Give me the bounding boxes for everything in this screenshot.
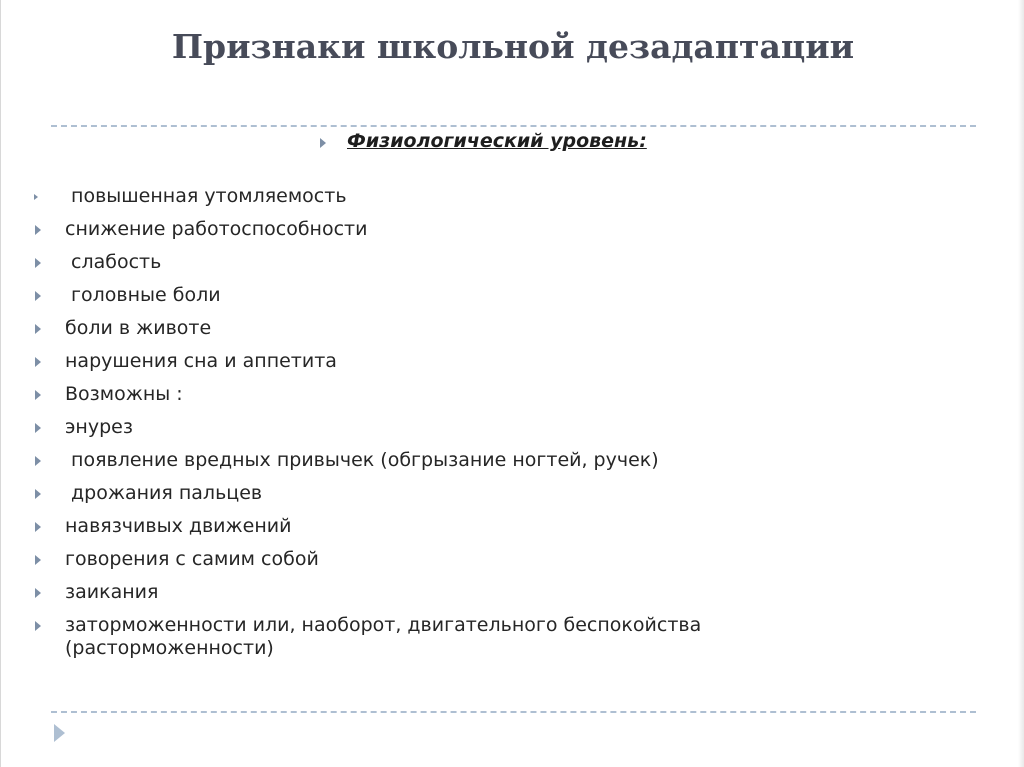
bullet-arrow-icon xyxy=(34,194,38,200)
bullet-arrow-icon xyxy=(35,423,41,433)
bullet-arrow-icon xyxy=(35,588,41,598)
slide-edge-shadow xyxy=(1018,0,1024,767)
bullet-arrow-icon xyxy=(35,456,41,466)
list-item-text: Возможны : xyxy=(65,383,183,405)
subheading xyxy=(317,130,647,152)
symptom-list xyxy=(29,185,701,670)
bullet-arrow-icon xyxy=(35,489,41,499)
list-item-text: заикания xyxy=(65,581,159,603)
list-item-text: говорения с самим собой xyxy=(65,548,319,570)
bullet-arrow-icon xyxy=(35,357,41,367)
list-item-text: нарушения сна и аппетита xyxy=(65,350,337,372)
list-item xyxy=(29,185,701,208)
list-item-text: заторможенности или, наоборот, двигательного беспокойства (расторможенности) xyxy=(65,614,702,659)
list-item xyxy=(29,251,701,274)
slide-title: Признаки школьной дезадаптации xyxy=(171,27,855,66)
list-item xyxy=(29,218,701,241)
list-item xyxy=(29,317,701,340)
decorative-arrow-icon xyxy=(54,724,65,742)
list-item xyxy=(29,449,701,472)
list-item xyxy=(29,548,701,571)
bullet-arrow-icon xyxy=(35,258,41,268)
bullet-arrow-icon xyxy=(35,390,41,400)
list-item xyxy=(29,350,701,373)
list-item xyxy=(29,416,701,439)
bottom-divider xyxy=(51,711,976,713)
list-item xyxy=(29,614,701,660)
list-item-text: снижение работоспособности xyxy=(65,218,368,240)
bullet-arrow-icon xyxy=(35,621,41,631)
list-item-text: дрожания пальцев xyxy=(65,482,263,504)
list-item xyxy=(29,284,701,307)
list-item xyxy=(29,383,701,406)
subheading-text: Физиологический уровень: xyxy=(347,130,647,152)
bullet-arrow-icon xyxy=(35,522,41,532)
list-item xyxy=(29,581,701,604)
bullet-arrow-icon xyxy=(35,555,41,565)
bullet-arrow-icon xyxy=(35,225,41,235)
list-item-text: слабость xyxy=(65,251,162,273)
list-item-text: боли в животе xyxy=(65,317,212,339)
list-item-text: повышенная утомляемость xyxy=(65,185,347,207)
list-item-text: энурез xyxy=(65,416,133,438)
list-item-text: навязчивых движений xyxy=(65,515,292,537)
bullet-arrow-icon xyxy=(35,324,41,334)
top-divider xyxy=(51,125,976,127)
bullet-arrow-icon xyxy=(35,291,41,301)
list-item xyxy=(29,482,701,505)
list-item-text: появление вредных привычек (обгрызание ногтей, ручек) xyxy=(65,449,659,471)
list-item xyxy=(29,515,701,538)
list-item-text: головные боли xyxy=(65,284,221,306)
